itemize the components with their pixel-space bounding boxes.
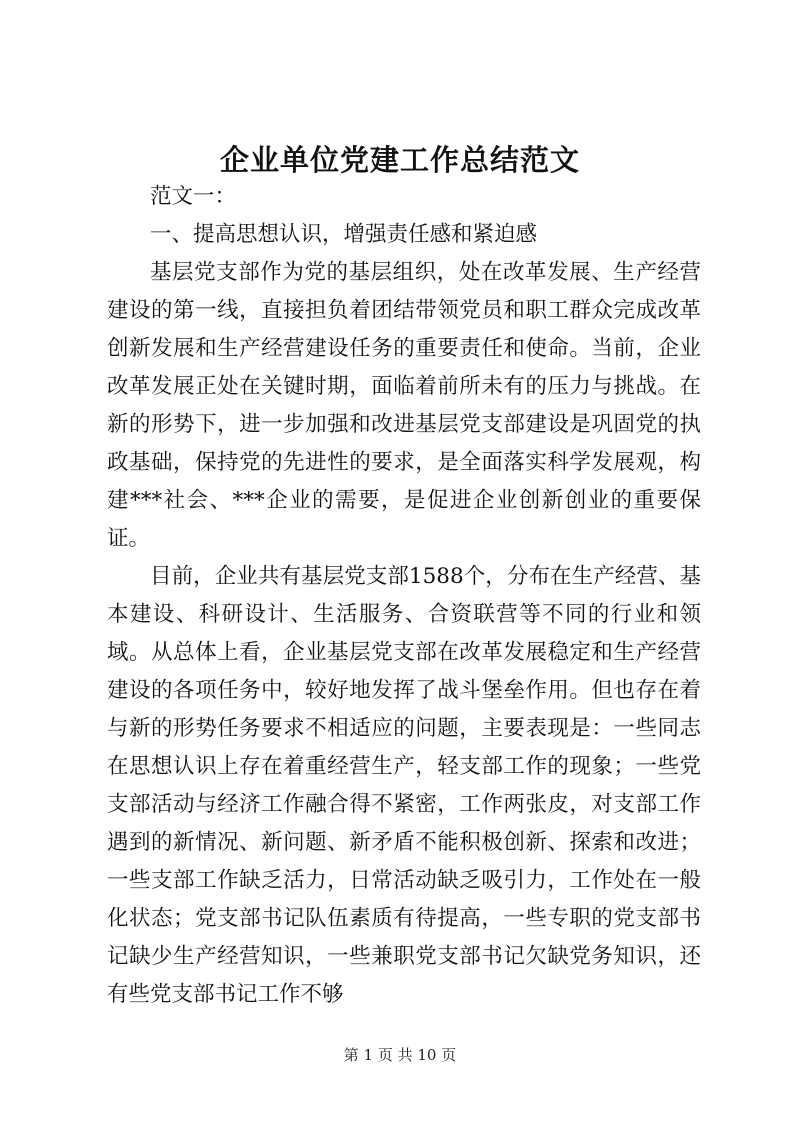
section-heading: 一、提高思想认识，增强责任感和紧迫感	[150, 222, 538, 247]
body-paragraph: 基层党支部作为党的基层组织，处在改革发展、生产经营建设的第一线，直接担负着团结带领党员和职工群众完成改革创新发展和生产经营建设任务的重要责任和使命。当前，企业改革发展正处在关键时期，面临着前所未有的压力与挑战。在新的形势下，进一步加强和改进基层党支部建设是巩固党的执政基础，保持党的先进性的要求，是全面落实科学发展观，构建***社会、***企业的需要，是促进企业创新创业的重要保证。	[107, 260, 701, 551]
page-title: 企业单位党建工作总结范文	[219, 143, 580, 177]
body-paragraph: 目前，企业共有基层党支部1588个，分布在生产经营、基本建设、科研设计、生活服务、合资联营等不同的行业和领域。从总体上看，企业基层党支部在改革发展稳定和生产经营建设的各项任务中，较好地发挥了战斗堡垒作用。但也存在着与新的形势任务要求不相适应的问题，主要表现是：一些同志在思想认识上存在着重经营生产，轻支部工作的现象；一些党支部活动与经济工作融合得不紧密，工作两张皮，对支部工作遇到的新情况、新问题、新矛盾不能积极创新、探索和改进；一些支部工作缺乏活力，日常活动缺乏吸引力，工作处在一般化状态；党支部书记队伍素质有待提高，一些专职的党支部书记缺少生产经营知识，一些兼职党支部书记欠缺党务知识，还有些党支部书记工作不够	[107, 564, 701, 1007]
document-body	[107, 178, 701, 1014]
page-footer: 第 1 页 共 10 页	[343, 1046, 457, 1064]
section-label: 范文一：	[150, 184, 237, 209]
